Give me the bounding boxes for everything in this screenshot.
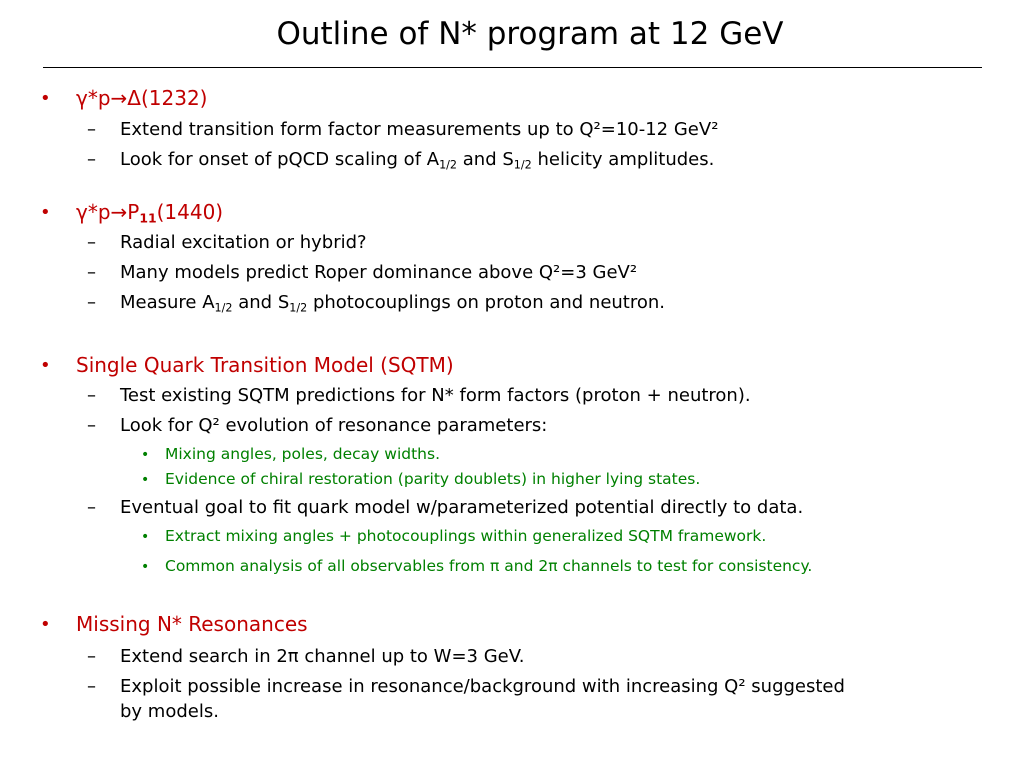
- heading-text: Missing N* Resonances: [76, 612, 308, 636]
- bullet-dot: •: [40, 202, 51, 223]
- item-text: Eventual goal to fit quark model w/parameterized potential directly to data.: [120, 497, 804, 518]
- item-text: by models.: [120, 701, 219, 722]
- dash-marker: –: [87, 497, 96, 518]
- dash-marker: –: [87, 292, 96, 313]
- item-text: Extend transition form factor measurements up to Q²=10-12 GeV²: [120, 119, 719, 140]
- sub-item-text: Common analysis of all observables from π and 2π channels to test for consistency.: [165, 557, 813, 575]
- bullet-dot: •: [40, 355, 51, 376]
- sub-item-text: Extract mixing angles + photocouplings within generalized SQTM framework.: [165, 527, 767, 545]
- heading-text: γ*p→Δ(1232): [76, 86, 208, 110]
- bullet-dot: •: [141, 559, 150, 575]
- item-text: Exploit possible increase in resonance/background with increasing Q² suggested: [120, 676, 845, 697]
- dash-marker: –: [87, 385, 96, 406]
- dash-marker: –: [87, 415, 96, 436]
- dash-marker: –: [87, 676, 96, 697]
- sub-item-text: Mixing angles, poles, decay widths.: [165, 445, 440, 463]
- item-text: Look for onset of pQCD scaling of $A_{1/2}$ and $S_{1/2}$ helicity amplitudes.: [120, 149, 715, 172]
- bullet-dot: •: [141, 472, 150, 488]
- heading-text: $\gamma*p\to P_{11}(1440)$: [76, 200, 224, 226]
- item-text: Test existing SQTM predictions for N* form factors (proton + neutron).: [120, 385, 751, 406]
- item-text: Extend search in 2π channel up to W=3 GeV.: [120, 646, 525, 667]
- item-text: Radial excitation or hybrid?: [120, 232, 367, 253]
- dash-marker: –: [87, 119, 96, 140]
- title-divider: [43, 67, 982, 68]
- dash-marker: –: [87, 646, 96, 667]
- bullet-dot: •: [141, 447, 150, 463]
- bullet-dot: •: [40, 614, 51, 635]
- item-text: Look for Q² evolution of resonance parameters:: [120, 415, 548, 436]
- slide-title: Outline of N* program at 12 GeV: [276, 16, 784, 52]
- item-text: Measure $A_{1/2}$ and $S_{1/2}$ photocouplings on proton and neutron.: [120, 292, 666, 315]
- dash-marker: –: [87, 232, 96, 253]
- dash-marker: –: [87, 262, 96, 283]
- dash-marker: –: [87, 149, 96, 170]
- item-text: Many models predict Roper dominance above Q²=3 GeV²: [120, 262, 638, 283]
- heading-text: Single Quark Transition Model (SQTM): [76, 353, 454, 377]
- bullet-dot: •: [141, 529, 150, 545]
- sub-item-text: Evidence of chiral restoration (parity doublets) in higher lying states.: [165, 470, 701, 488]
- bullet-dot: •: [40, 88, 51, 109]
